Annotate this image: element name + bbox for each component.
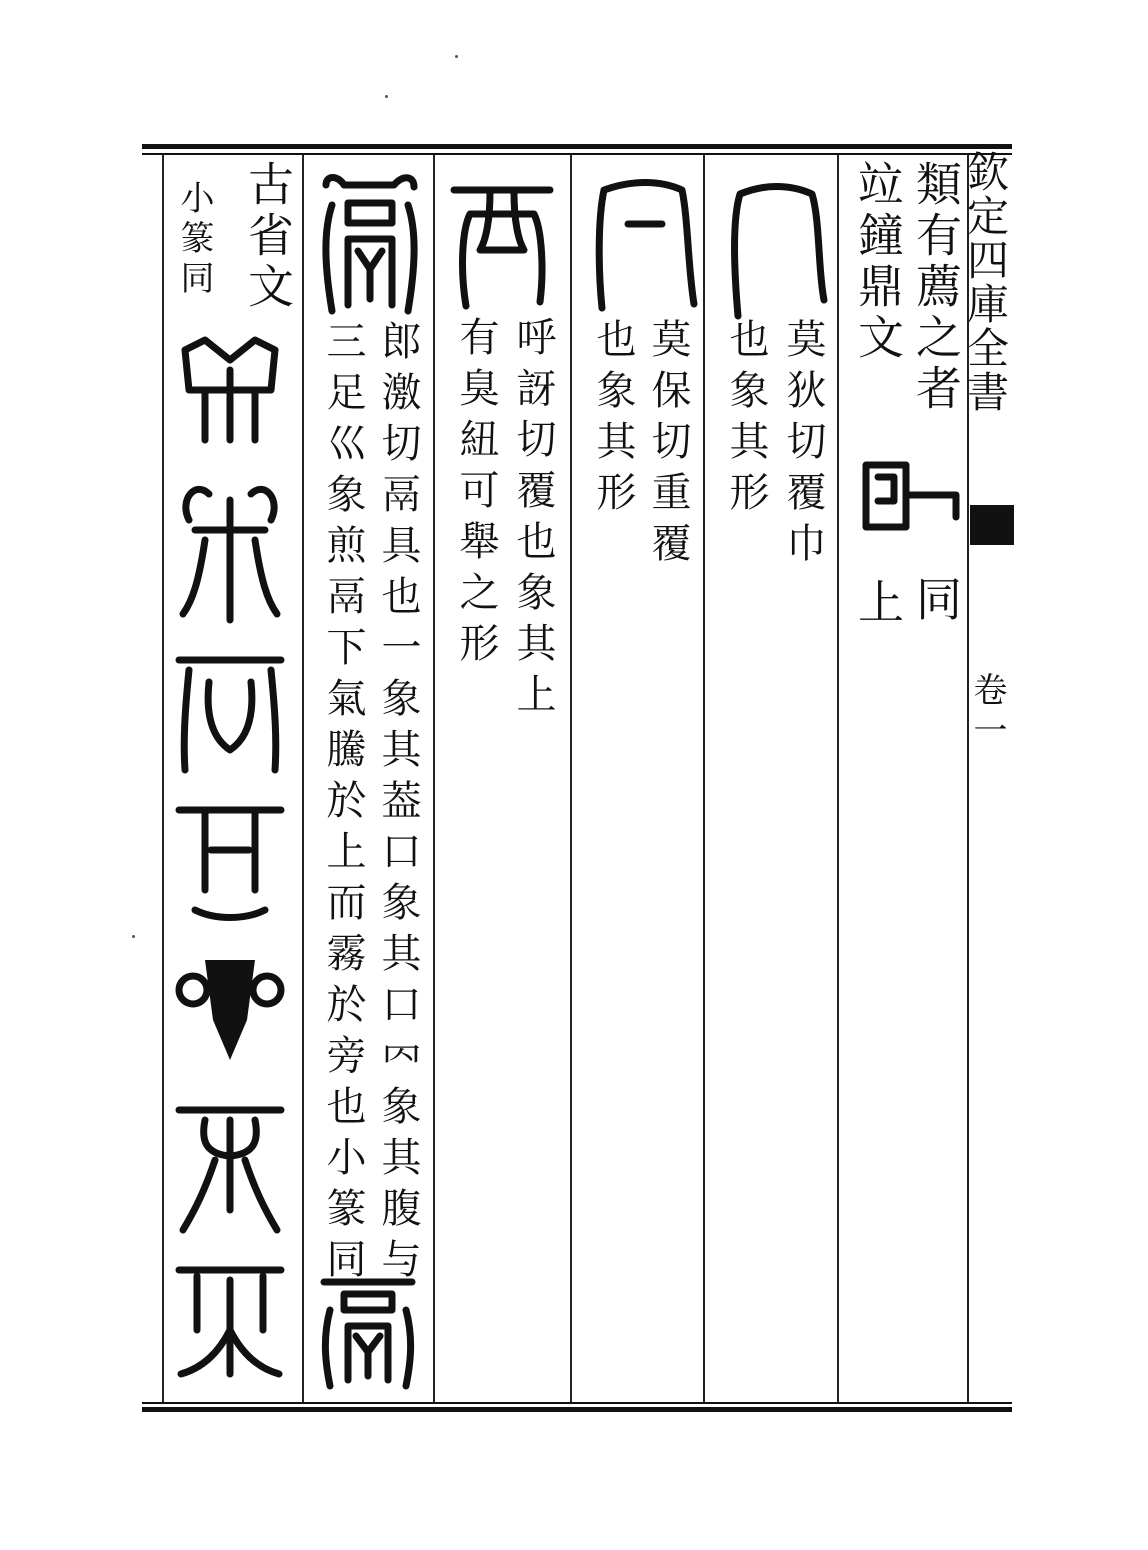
volume-label: 卷一 xyxy=(967,672,1007,752)
top-border-thin xyxy=(142,153,1012,155)
mi-seal-icon xyxy=(724,180,828,320)
column-divider xyxy=(302,155,304,1402)
column-divider xyxy=(703,155,705,1402)
li-ancient-forms-icon xyxy=(175,330,285,1380)
column-divider xyxy=(570,155,572,1402)
col3-line-a: 莫保切重覆 xyxy=(645,318,691,573)
same-note-2: 上 xyxy=(851,578,905,629)
col1-line-a: 類有薦之者 xyxy=(909,160,963,415)
top-border-thick xyxy=(142,144,1012,149)
li-seal-icon xyxy=(318,165,422,315)
fish-tail-mark xyxy=(970,505,1014,545)
bottom-border-thin xyxy=(142,1402,1012,1404)
print-speck xyxy=(132,935,135,938)
print-speck xyxy=(385,95,388,98)
col2-line-a: 莫狄切覆巾 xyxy=(780,318,826,573)
column-divider xyxy=(837,155,839,1402)
col5-line-a: 郎激切鬲具也一象其葢口象其口𠔿象其腹与 xyxy=(375,320,421,1289)
print-speck xyxy=(455,55,458,58)
col4-line-a: 呼訝切覆也象其上 xyxy=(510,316,556,724)
book-title: 欽定四庫全書 xyxy=(961,150,1010,414)
bottom-border-thick xyxy=(142,1407,1012,1412)
li-variant-seal-icon xyxy=(318,1270,418,1390)
mao-seal-icon xyxy=(592,178,696,318)
column-divider xyxy=(433,155,435,1402)
ya-seal-icon xyxy=(450,180,554,310)
col1-line-b: 竝鐘鼎文 xyxy=(851,160,905,364)
col3-line-b: 也象其形 xyxy=(590,318,636,522)
col6-line-b: 小篆同 xyxy=(174,180,214,300)
col5-line-b: 三足巛象煎鬲下氣騰於上而霧於旁也小篆同 xyxy=(320,320,366,1289)
col2-line-b: 也象其形 xyxy=(723,318,769,522)
same-note-1: 同 xyxy=(909,575,963,626)
col6-line-a: 古省文 xyxy=(241,160,295,313)
si-seal-icon xyxy=(858,455,964,535)
col4-line-b: 有臭紐可舉之形 xyxy=(453,316,499,673)
column-divider xyxy=(162,155,164,1402)
